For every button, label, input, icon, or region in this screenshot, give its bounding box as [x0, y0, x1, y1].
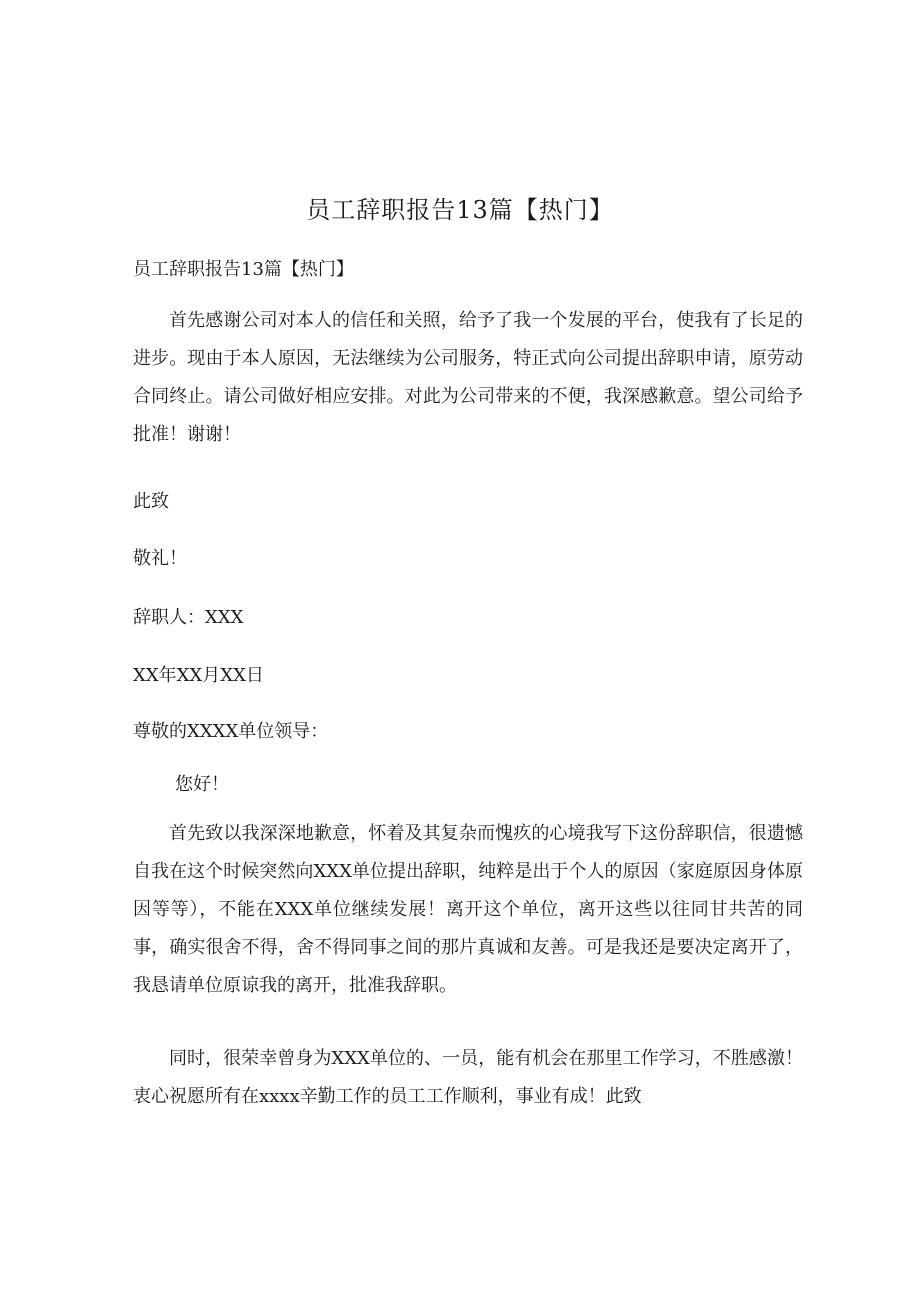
letter2-para2: 同时，很荣幸曾身为XXX单位的、一员，能有机会在那里工作学习，不胜感激！衷心祝愿所有在xxxx辛勤工作的员工工作顺利，事业有成！此致	[133, 1048, 803, 1107]
letter1-salute: 敬礼！	[133, 548, 187, 569]
letter1-closing: 此致	[133, 491, 169, 512]
document-subtitle: 员工辞职报告13篇【热门】	[133, 259, 354, 280]
letter1-date: XX年XX月XX日	[133, 665, 264, 686]
letter2-greeting: 您好！	[175, 774, 229, 795]
letter2-para1: 首先致以我深深地歉意，怀着及其复杂而愧疚的心境我写下这份辞职信，很遗憾自我在这个时候突然向XXX单位提出辞职，纯粹是出于个人的原因（家庭原因身体原因等等），不能在XXX单位继续发展！离开这个单位，离开这些以往同甘共苦的同事，确实很舍不得，舍不得同事之间的那片真诚和友善。可是我还是要决定离开了，我恳请单位原谅我的离开，批准我辞职。	[133, 823, 803, 996]
letter2-addressee: 尊敬的XXXX单位领导：	[133, 721, 329, 742]
letter1-signer: 辞职人：XXX	[133, 607, 244, 628]
letter1-body: 首先感谢公司对本人的信任和关照，给予了我一个发展的平台，使我有了长足的进步。现由于本人原因，无法继续为公司服务，特正式向公司提出辞职申请，原劳动合同终止。请公司做好相应安排。对此为公司带来的不便，我深感歉意。望公司给予批准！谢谢！	[133, 310, 803, 445]
document-title: 员工辞职报告13篇【热门】	[306, 196, 614, 224]
